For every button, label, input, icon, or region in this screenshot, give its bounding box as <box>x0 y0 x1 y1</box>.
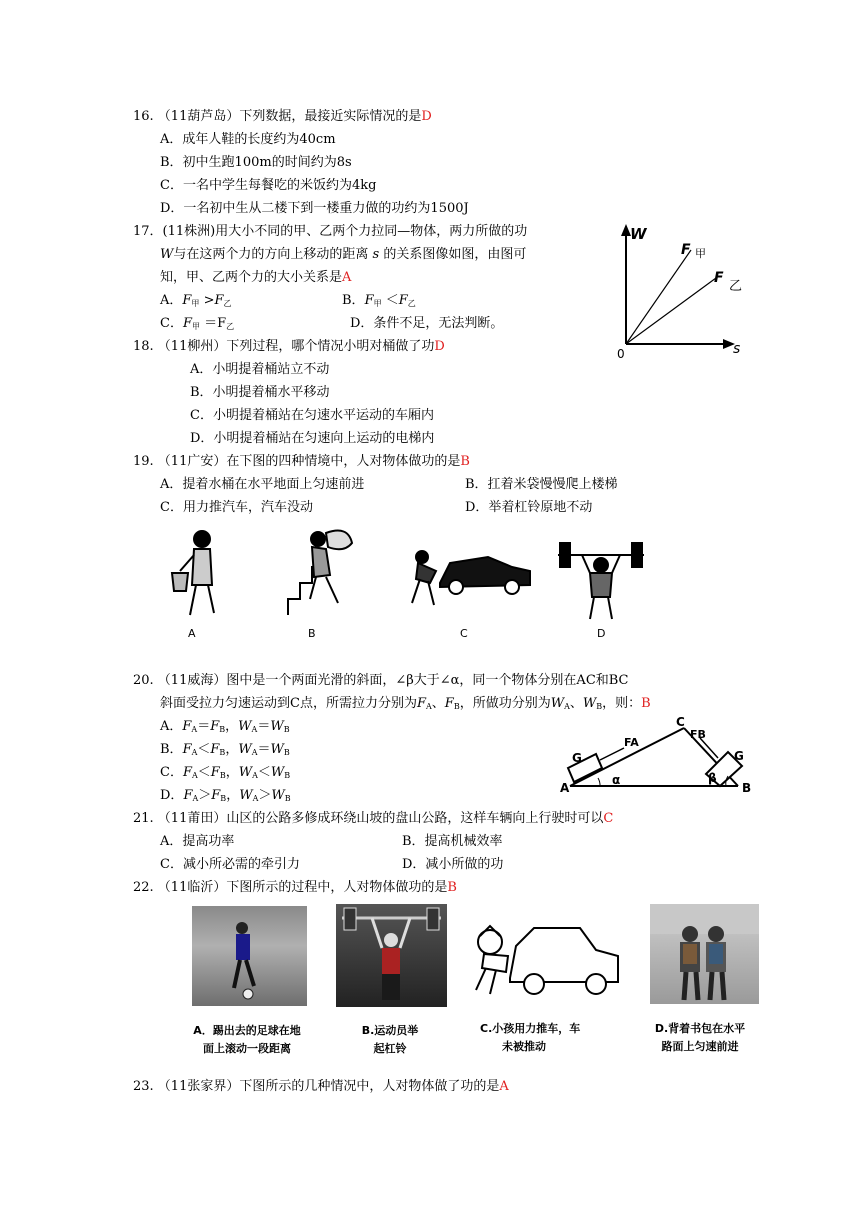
q18-answer: D <box>434 339 445 354</box>
q19-stem: 19. （11广安）在下图的四种情境中，人对物体做功的是B <box>133 454 470 469</box>
q22-answer: B <box>447 880 457 895</box>
q22-photo-a-soccer <box>192 906 307 1006</box>
label-b: B <box>742 781 752 794</box>
label-c: C <box>676 715 685 729</box>
q20-inclined-plane <box>560 712 760 794</box>
line-f-jia <box>626 250 691 344</box>
q21-option-d: D．减小所做的功 <box>402 857 504 872</box>
q17-answer: A <box>342 270 352 285</box>
q18-option-d: D．小明提着桶站在匀速向上运动的电梯内 <box>190 431 435 446</box>
figure-b-label: B <box>308 627 316 640</box>
q18-option-a: A．小明提着桶站立不动 <box>190 362 330 377</box>
q21-answer: C <box>603 811 614 826</box>
label-fb: FB <box>690 728 706 741</box>
x-axis-label: s <box>733 341 741 357</box>
q18-stem: 18. （11柳州）下列过程，哪个情况小明对桶做了功D <box>133 339 445 354</box>
y-axis-label: W <box>630 225 647 243</box>
q20-option-c: C．$F_A<F_B$，$W_A<W_B$ <box>160 765 291 780</box>
figure-a-label: A <box>188 627 196 640</box>
figure-b-climb-stairs <box>288 531 352 615</box>
q23-answer: A <box>499 1079 509 1094</box>
figure-c-label: C <box>460 627 468 640</box>
figure-d-label: D <box>597 627 606 640</box>
q18-option-b: B．小明提着桶水平移动 <box>190 385 330 400</box>
q16-stem: 16. （11葫芦岛）下列数据，最接近实际情况的是D <box>133 109 432 124</box>
figure-a-carry-bucket <box>172 531 214 615</box>
q17-option-b: B．$F_甲 <F_乙$ <box>342 293 416 308</box>
q17-option-d: D．条件不足，无法判断。 <box>350 316 504 331</box>
q22-caption-c: C.小孩用力推车，车 未被推动 <box>480 1022 581 1053</box>
line-f-yi <box>626 278 716 344</box>
origin-label: 0 <box>617 347 625 361</box>
q20-line2: 斜面受拉力匀速运动到C点，所需拉力分别为$F_A$、$F_B$，所做功分别为$W_A$、$W_B$，则：B <box>160 696 651 711</box>
q22-caption-a: A．踢出去的足球在地 面上滚动一段距离 <box>193 1024 301 1055</box>
label-g-left: G <box>572 751 582 765</box>
q17-option-c: C．$F_甲 =F_乙$ <box>160 316 235 331</box>
figure-c-push-car <box>412 551 530 605</box>
q16-option-c: C．一名中学生每餐吃的米饭约为4kg <box>160 178 377 193</box>
q17-line3: 知，甲、乙两个力的大小关系是A <box>160 270 352 285</box>
q19-option-b: B．扛着米袋慢慢爬上楼梯 <box>465 477 618 492</box>
q19-option-c: C．用力推汽车，汽车没动 <box>160 500 313 515</box>
q22-photo-b-weightlifter <box>336 904 447 1007</box>
label-beta: β <box>708 771 717 785</box>
q22-stem: 22. （11临沂）下图所示的过程中，人对物体做功的是B <box>133 880 457 895</box>
q23-stem: 23. （11张家界）下图所示的几种情况中，人对物体做了功的是A <box>133 1079 509 1094</box>
q20-option-a: A．$F_A=F_B$，$W_A=W_B$ <box>160 719 290 734</box>
label-g-right: G <box>734 749 744 763</box>
q21-option-c: C．减小所必需的牵引力 <box>160 857 300 872</box>
q21-option-b: B．提高机械效率 <box>402 834 503 849</box>
q16-option-a: A．成年人鞋的长度约为40cm <box>160 132 336 147</box>
q20-line1: 20. （11威海）图中是一个两面光滑的斜面，∠β大于∠α，同一个物体分别在AC和BC <box>133 673 629 688</box>
q19-option-d: D．举着杠铃原地不动 <box>465 500 593 515</box>
q20-answer: B <box>641 696 651 711</box>
series-f-jia-sub: 甲 <box>695 247 706 260</box>
label-alpha: α <box>612 773 621 787</box>
q16-answer: D <box>421 109 432 124</box>
q19-option-a: A．提着水桶在水平地面上匀速前进 <box>160 477 365 492</box>
q18-option-c: C．小明提着桶站在匀速水平运动的车厢内 <box>190 408 434 423</box>
q19-answer: B <box>460 454 470 469</box>
q22-caption-b: B.运动员举 起杠铃 <box>361 1024 419 1055</box>
q22-photo-c-push-car <box>470 906 622 1006</box>
alpha-arc <box>598 778 600 786</box>
q17-option-a: A．$F_甲 >F_乙$ <box>160 293 232 308</box>
q21-option-a: A．提高功率 <box>160 834 235 849</box>
q17-work-distance-graph <box>605 222 755 362</box>
q16-option-b: B．初中生跑100m的时间约为8s <box>160 155 352 170</box>
series-f-jia-label: F <box>681 242 691 258</box>
q17-line1: 17．(11株洲)用大小不同的甲、乙两个力拉同—物体，两力所做的功 <box>133 224 528 239</box>
q22-photo-d-backpack <box>650 904 759 1004</box>
q20-option-d: D．$F_A>F_B$，$W_A>W_B$ <box>160 788 291 803</box>
label-fa: FA <box>624 736 639 749</box>
q17-line2: W与在这两个力的方向上移动的距离 s 的关系图像如图，由图可 <box>160 247 527 262</box>
series-f-yi-sub: 乙 <box>729 279 743 294</box>
series-f-yi-label: F <box>714 270 724 286</box>
q21-stem: 21. （11莆田）山区的公路多修成环绕山坡的盘山公路，这样车辆向上行驶时可以C <box>133 811 614 826</box>
q16-option-d: D．一名初中生从二楼下到一楼重力做的功约为1500J <box>160 201 469 216</box>
figure-d-hold-barbell <box>558 543 644 619</box>
q19-figures <box>150 525 650 645</box>
q22-caption-d: D.背着书包在水平 路面上匀速前进 <box>654 1022 746 1053</box>
label-a: A <box>560 781 570 794</box>
force-fa-arrow <box>600 748 624 760</box>
q20-option-b: B．$F_A<F_B$，$W_A=W_B$ <box>160 742 290 757</box>
